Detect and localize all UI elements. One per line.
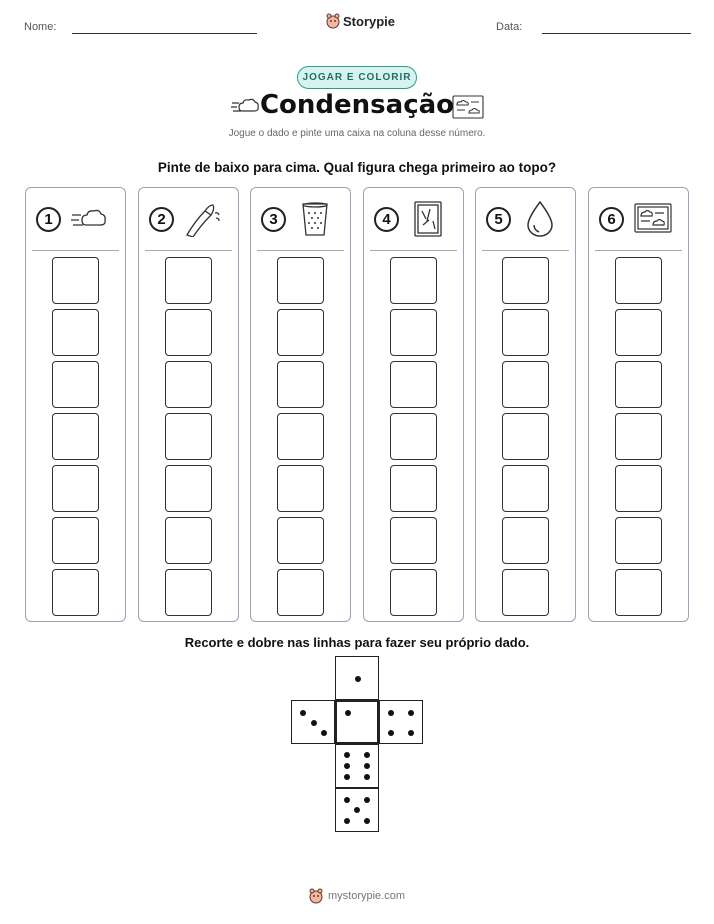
color-box[interactable] <box>615 309 662 356</box>
color-box[interactable] <box>165 257 212 304</box>
foggy-window-icon <box>408 201 448 237</box>
footer <box>0 888 714 904</box>
column-number: 6 <box>599 207 624 232</box>
color-box[interactable] <box>52 465 99 512</box>
color-box[interactable] <box>277 517 324 564</box>
pie-mascot-icon <box>326 13 340 29</box>
pie-mascot-icon <box>309 888 323 904</box>
color-box[interactable] <box>390 569 437 616</box>
column-divider <box>32 250 119 251</box>
die-face-4 <box>379 700 423 744</box>
color-box[interactable] <box>277 361 324 408</box>
column-number: 4 <box>374 207 399 232</box>
cold-glass-icon <box>295 201 335 237</box>
color-box[interactable] <box>390 361 437 408</box>
color-box[interactable] <box>390 257 437 304</box>
color-box[interactable] <box>52 257 99 304</box>
die-face-1 <box>335 656 379 700</box>
column-2 <box>138 187 239 622</box>
cut-instruction: Recorte e dobre nas linhas para fazer seu próprio dado. <box>184 635 530 650</box>
color-box[interactable] <box>52 569 99 616</box>
color-box[interactable] <box>502 309 549 356</box>
color-box[interactable] <box>165 465 212 512</box>
column-divider <box>370 250 457 251</box>
column-divider <box>595 250 682 251</box>
column-number: 5 <box>486 207 511 232</box>
color-box[interactable] <box>615 569 662 616</box>
die-face-6 <box>335 744 379 788</box>
column-6 <box>588 187 689 622</box>
steam-puff-icon <box>70 201 110 237</box>
color-box[interactable] <box>52 309 99 356</box>
instruction-text: Pinte de baixo para cima. Qual figura chega primeiro ao topo? <box>157 160 557 175</box>
name-line[interactable] <box>72 33 257 34</box>
column-divider <box>145 250 232 251</box>
kettle-spout-icon <box>183 201 223 237</box>
color-box[interactable] <box>52 413 99 460</box>
die-face-5 <box>335 788 379 832</box>
color-box[interactable] <box>502 465 549 512</box>
color-box[interactable] <box>165 309 212 356</box>
column-3 <box>250 187 351 622</box>
color-box[interactable] <box>502 517 549 564</box>
footer-url[interactable]: mystorypie.com <box>327 890 406 902</box>
color-box[interactable] <box>615 257 662 304</box>
color-box[interactable] <box>277 257 324 304</box>
color-box[interactable] <box>52 361 99 408</box>
brand-name: Storypie <box>343 13 396 29</box>
color-box[interactable] <box>165 569 212 616</box>
column-number: 1 <box>36 207 61 232</box>
color-box[interactable] <box>615 361 662 408</box>
color-box[interactable] <box>502 257 549 304</box>
color-box[interactable] <box>165 517 212 564</box>
clouds-scene-icon <box>633 201 673 237</box>
color-box[interactable] <box>502 361 549 408</box>
name-label: Nome: <box>24 21 57 33</box>
page-title: Condensação <box>259 90 455 120</box>
color-box[interactable] <box>52 517 99 564</box>
die-face-3 <box>291 700 335 744</box>
date-line[interactable] <box>542 33 691 34</box>
color-box[interactable] <box>165 361 212 408</box>
color-box[interactable] <box>277 413 324 460</box>
color-box[interactable] <box>390 309 437 356</box>
color-box[interactable] <box>277 465 324 512</box>
color-box[interactable] <box>390 517 437 564</box>
column-number: 2 <box>149 207 174 232</box>
column-4 <box>363 187 464 622</box>
column-divider <box>482 250 569 251</box>
column-number: 3 <box>261 207 286 232</box>
color-box[interactable] <box>277 309 324 356</box>
column-divider <box>257 250 344 251</box>
color-box[interactable] <box>390 413 437 460</box>
brand-logo <box>326 13 395 29</box>
color-box[interactable] <box>615 517 662 564</box>
color-box[interactable] <box>502 569 549 616</box>
color-box[interactable] <box>615 465 662 512</box>
color-box[interactable] <box>615 413 662 460</box>
color-box[interactable] <box>165 413 212 460</box>
date-label: Data: <box>496 21 523 33</box>
column-5 <box>475 187 576 622</box>
column-1 <box>25 187 126 622</box>
water-drop-icon <box>520 201 560 237</box>
die-face-1 <box>335 700 379 744</box>
color-box[interactable] <box>277 569 324 616</box>
color-box[interactable] <box>390 465 437 512</box>
page-subtitle: Jogue o dado e pinte uma caixa na coluna desse número. <box>228 128 486 139</box>
color-box[interactable] <box>502 413 549 460</box>
activity-badge: JOGAR E COLORIR <box>297 66 417 89</box>
clouds-scene-icon <box>452 95 484 124</box>
